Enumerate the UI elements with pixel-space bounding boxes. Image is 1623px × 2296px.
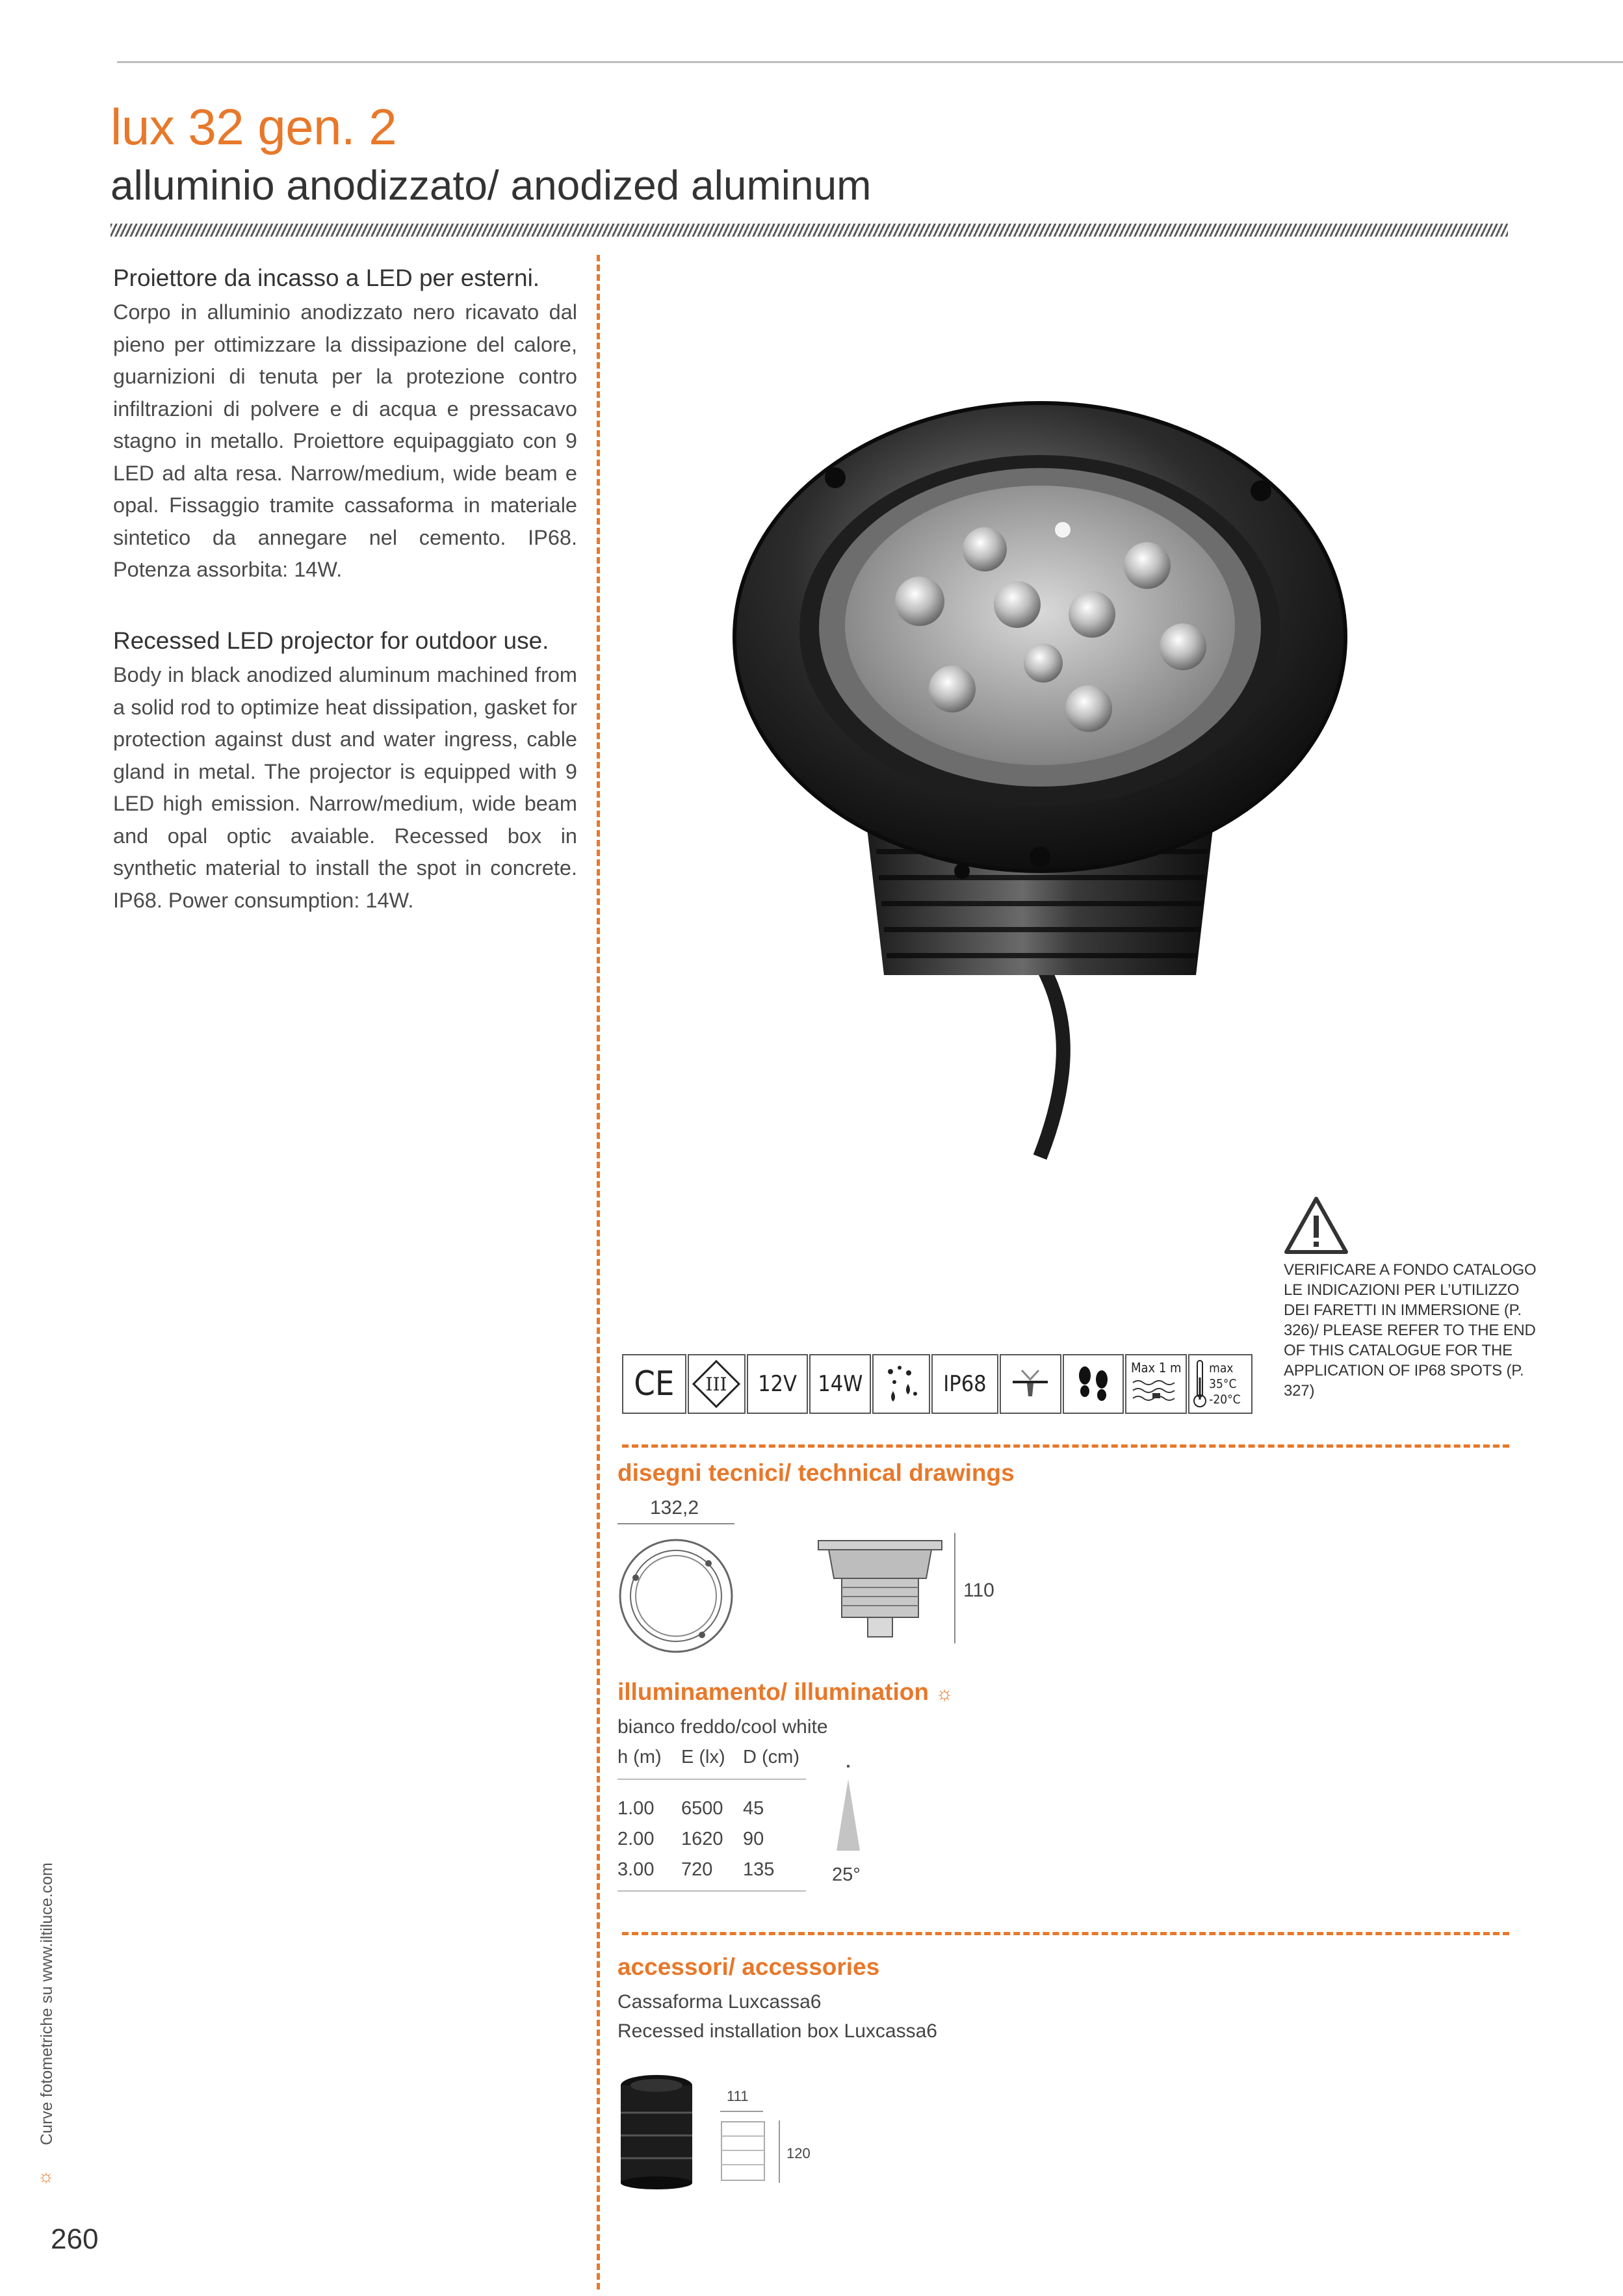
illumination-heading [617,1678,954,1706]
page-subtitle: alluminio anodizzato/ anodized aluminum [110,162,872,209]
illumination-subheading: bianco freddo/cool white [617,1716,828,1738]
accessory-height: 120 [786,2145,811,2161]
beam-cone-icon [829,1765,868,1856]
height-line [954,1533,955,1643]
accessory-height-line [779,2120,780,2183]
sun-icon: ☼ [38,2166,55,2186]
col-header-e: E (lx) [681,1747,725,1768]
voltage-label: 12V [747,1354,809,1414]
table-cell: 1620 [681,1829,723,1849]
col-header-d: D (cm) [743,1747,799,1768]
description-en [113,624,577,917]
svg-text:III: III [705,1374,727,1395]
temp-max-label: max [1209,1361,1234,1376]
accessory-line-2: Recessed installation box Luxcassa6 [617,2020,937,2042]
description-it [113,261,577,586]
accessory-width: 111 [727,2088,749,2104]
top-rule [117,61,1623,63]
table-cell: 3.00 [617,1859,655,1880]
accessory-width-line [720,2111,763,2112]
temp-max-value: 35°C [1209,1377,1237,1391]
dust-water-icon [872,1354,930,1414]
description-en-body: Body in black anodized aluminum machined from a solid rod to optimize heat dissipation, gasket for protection against dust and water ingress, cable gland in metal. The projector is equipped with 9 LED high emission. Narrow/medium, wide beam and opal optic avaiable. Recessed box in synthetic material to install the spot in concrete. IP68. Power consumption: 14W. [113,663,577,912]
side-view-drawing [816,1534,946,1641]
table-cell: 45 [743,1798,764,1819]
section-divider [622,1444,1509,1448]
page-number: 260 [51,2223,99,2255]
beam-angle: 25° [832,1864,861,1885]
temp-min-value: -20°C [1209,1392,1241,1407]
hatch-divider [110,224,1508,237]
accessory-line-1: Cassaforma Luxcassa6 [617,1991,822,2013]
sun-icon: ☼ [935,1683,954,1704]
recessed-install-icon [1000,1354,1061,1414]
description-it-body: Corpo in alluminio anodizzato nero ricavato dal pieno per ottimizzare la dissipazione del calore, guarnizioni di tenuta per la protezione contro infiltrazioni di polvere e di acqua e pressacavo stagno in metallo. Proiettore equipaggiato con 9 LED ad alta resa. Narrow/medium, wide beam e opal. Fissaggio tramite cassaforma in materiale sintetico da annegare nel cemento. IP68. Potenza assorbita: 14W. [113,300,577,581]
luxcassa-box-photo [617,2074,695,2191]
depth-label: Max 1 m [1130,1360,1182,1376]
class-iii-icon [688,1354,746,1414]
accessories-heading: accessori/ accessories [617,1953,880,1980]
warning-triangle-icon [1284,1196,1349,1255]
table-header-rule [617,1779,806,1780]
immersion-depth-icon [1125,1354,1187,1414]
column-divider [597,255,600,2289]
power-label: 14W [809,1354,871,1414]
walkover-footprints-icon [1063,1354,1124,1414]
description-en-lead: Recessed LED projector for outdoor use. [113,627,549,654]
table-footer-rule [617,1890,806,1892]
top-view-drawing [617,1537,734,1654]
table-cell: 135 [743,1859,775,1880]
certification-strip [622,1354,1253,1416]
technical-drawings-heading: disegni tecnici/ technical drawings [617,1459,1015,1486]
diameter-line [617,1523,734,1524]
warning-text: VERIFICARE A FONDO CATALOGO LE INDICAZIONI PER L’UTILIZZO DEI FARETTI IN IMMERSIONE (P. 326)/ PLEASE REFER TO THE END OF THIS CATALOGUE FOR THE APPLICATION OF IP68 SPOTS (P. 327) [1284,1261,1537,1400]
table-cell: 90 [743,1829,764,1849]
height-dimension: 110 [963,1580,994,1601]
temperature-range-icon [1188,1354,1253,1414]
illumination-heading-text: illuminamento/ illumination [617,1678,929,1705]
page-title: lux 32 gen. 2 [110,98,397,155]
ip-rating-label: IP68 [931,1354,998,1414]
table-cell: 6500 [681,1798,723,1819]
table-cell: 720 [681,1859,713,1880]
table-cell: 2.00 [617,1829,655,1849]
accessory-drawing [720,2120,767,2183]
product-photo [702,390,1404,1170]
col-header-h: h (m) [617,1747,662,1768]
side-note: Curve fotometriche su www.iltiluce.com [38,1862,56,2145]
ce-mark-icon: CE [622,1354,686,1414]
diameter-dimension: 132,2 [650,1497,699,1519]
description-it-lead: Proiettore da incasso a LED per esterni. [113,265,540,291]
section-divider [622,1932,1509,1935]
table-cell: 1.00 [617,1798,655,1819]
